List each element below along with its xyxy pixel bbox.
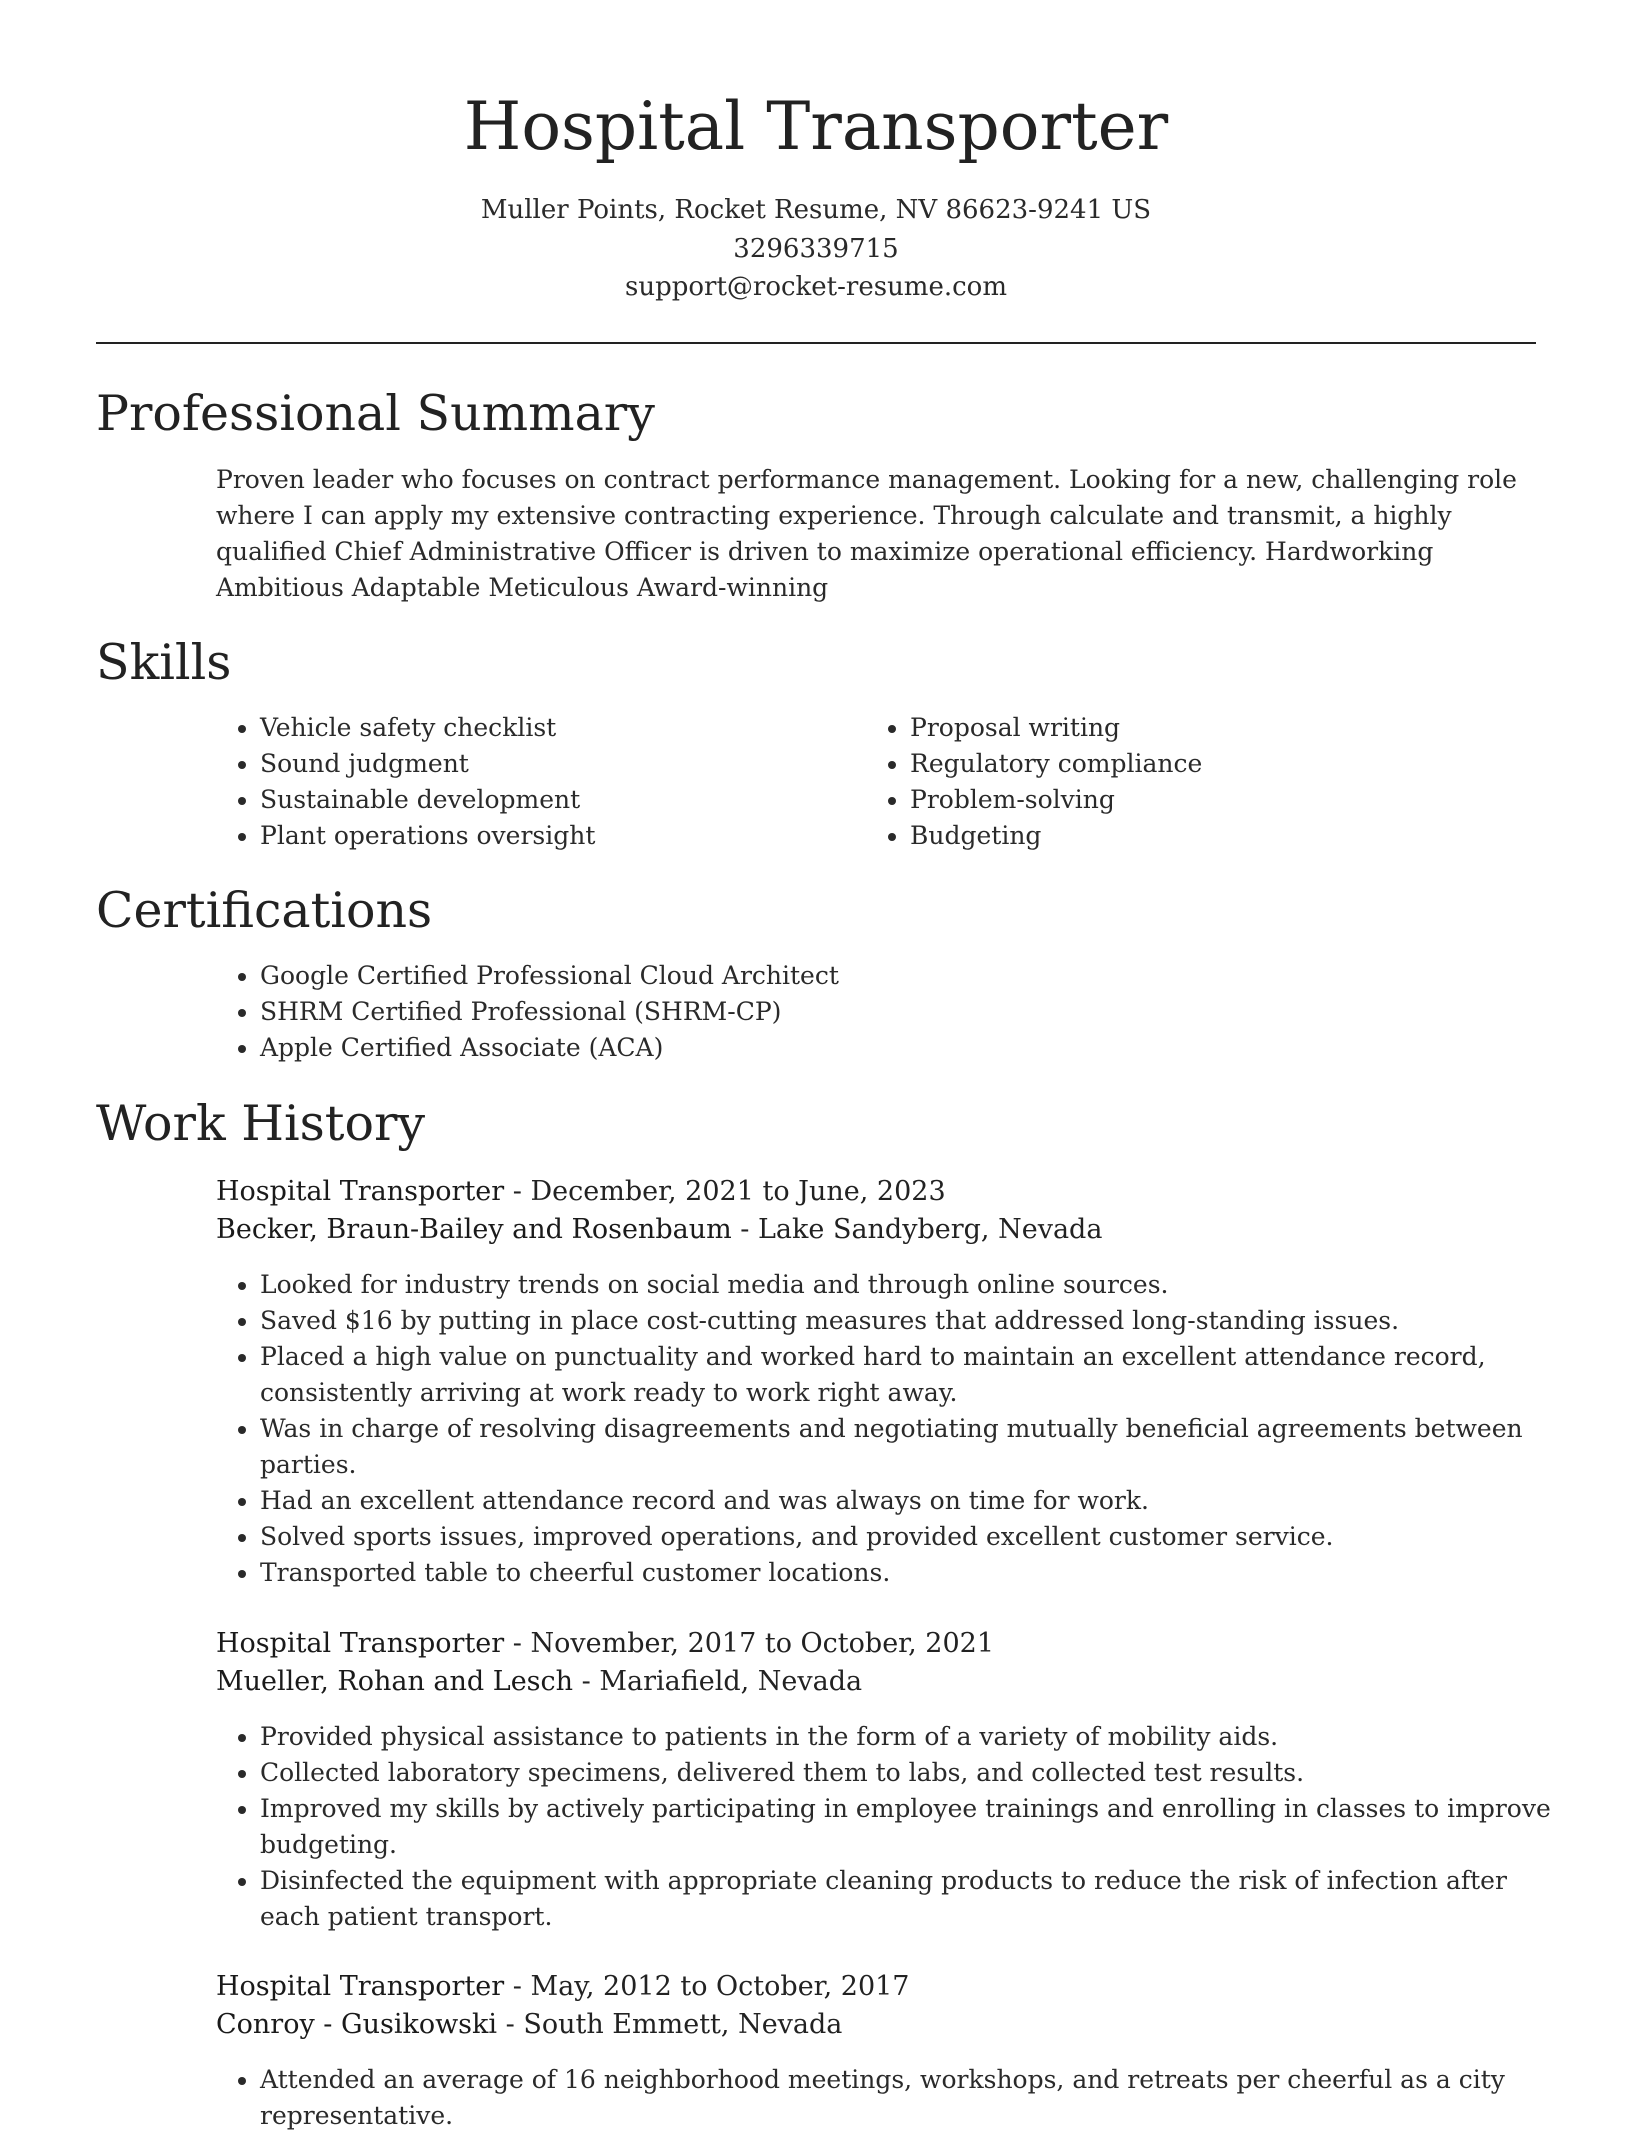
separator: - (504, 1176, 531, 1207)
list-item: • Was in charge of resolving disagreements and negotiating mutually beneficial agreements between parties. (260, 1411, 1570, 1483)
contact-phone: 3296339715 (733, 234, 899, 264)
skills-list-right (866, 710, 1510, 854)
separator: - (504, 1628, 531, 1659)
job-location: South Emmett, Nevada (523, 2009, 843, 2040)
job-role: Hospital Transporter (216, 1628, 505, 1659)
list-item: • Provided physical assistance to patients in the form of a variety of mobility aids. (260, 1719, 1570, 1755)
job-role: Hospital Transporter (216, 1176, 505, 1207)
job-company-line (216, 2006, 842, 2044)
job-role: Hospital Transporter (216, 1971, 505, 2002)
certifications-list (216, 958, 1580, 1066)
job-company: Mueller, Rohan and Lesch (216, 1666, 574, 1697)
list-item: • Looked for industry trends on social media and through online sources. (260, 1267, 1570, 1303)
separator: - (504, 1971, 531, 2002)
job-title-line (216, 1173, 946, 1211)
header-divider (96, 342, 1536, 344)
list-item: • SHRM Certified Professional (SHRM-CP) (260, 994, 1580, 1030)
section-title-summary: Professional Summary (96, 385, 655, 442)
job-company: Becker, Braun-Bailey and Rosenbaum (216, 1214, 732, 1245)
list-item: • Sound judgment (260, 746, 860, 782)
job-bullets (216, 2062, 1570, 2134)
list-item: • Saved $16 by putting in place cost-cutting measures that addressed long-standing issues. (260, 1303, 1570, 1339)
job-company-line (216, 1211, 1102, 1249)
section-title-skills: Skills (96, 634, 232, 691)
list-item: • Collected laboratory specimens, delivered them to labs, and collected test results. (260, 1755, 1570, 1791)
separator: - (573, 1666, 600, 1697)
job-company: Conroy - Gusikowski (216, 2009, 498, 2040)
job-dates: December, 2021 to June, 2023 (530, 1176, 946, 1207)
job-location: Mariafield, Nevada (599, 1666, 863, 1697)
job-location: Lake Sandyberg, Nevada (758, 1214, 1103, 1245)
contact-email: support@rocket-resume.com (624, 272, 1007, 302)
list-item: • Vehicle safety checklist (260, 710, 860, 746)
section-title-certifications: Certifications (96, 882, 433, 939)
list-item: • Transported table to cheerful customer locations. (260, 1555, 1570, 1591)
resume-name: Hospital Transporter (463, 88, 1169, 165)
list-item: • Placed a high value on punctuality and worked hard to maintain an excellent attendance record, consistently arriving at work ready to work right away. (260, 1339, 1570, 1411)
list-item: • Sustainable development (260, 782, 860, 818)
separator: - (731, 1214, 758, 1245)
list-item: • Google Certified Professional Cloud Architect (260, 958, 1580, 994)
summary-text: Proven leader who focuses on contract performance management. Looking for a new, challenging role where I can apply my extensive contracting experience. Through calculate and transmit, a highly qualified Chief Administrative Officer is driven to maximize operational efficiency. Hardworking Ambitious Adaptable Meticulous Award-winning (216, 465, 1517, 602)
list-item: • Attended an average of 16 neighborhood meetings, workshops, and retreats per cheerful as a city representative. (260, 2062, 1570, 2134)
contact-address: Muller Points, Rocket Resume, NV 86623-9241 US (480, 195, 1152, 225)
job-title-line (216, 1625, 994, 1663)
list-item: • Apple Certified Associate (ACA) (260, 1030, 1580, 1066)
list-item: • Plant operations oversight (260, 818, 860, 854)
skills-list-left (216, 710, 860, 854)
job-company-line (216, 1663, 862, 1701)
list-item: • Budgeting (910, 818, 1510, 854)
list-item: • Disinfected the equipment with appropriate cleaning products to reduce the risk of infection after each patient transport. (260, 1863, 1570, 1935)
job-dates: November, 2017 to October, 2021 (530, 1628, 994, 1659)
list-item: • Problem-solving (910, 782, 1510, 818)
list-item: • Improved my skills by actively participating in employee trainings and enrolling in classes to improve budgeting. (260, 1791, 1570, 1863)
list-item: • Regulatory compliance (910, 746, 1510, 782)
list-item: • Solved sports issues, improved operations, and provided excellent customer service. (260, 1519, 1570, 1555)
section-title-work-history: Work History (96, 1095, 426, 1152)
separator: - (497, 2009, 524, 2040)
job-bullets (216, 1719, 1570, 1935)
job-title-line (216, 1968, 910, 2006)
list-item: • Proposal writing (910, 710, 1510, 746)
list-item: • Had an excellent attendance record and was always on time for work. (260, 1483, 1570, 1519)
job-bullets (216, 1267, 1570, 1591)
job-dates: May, 2012 to October, 2017 (530, 1971, 910, 2002)
